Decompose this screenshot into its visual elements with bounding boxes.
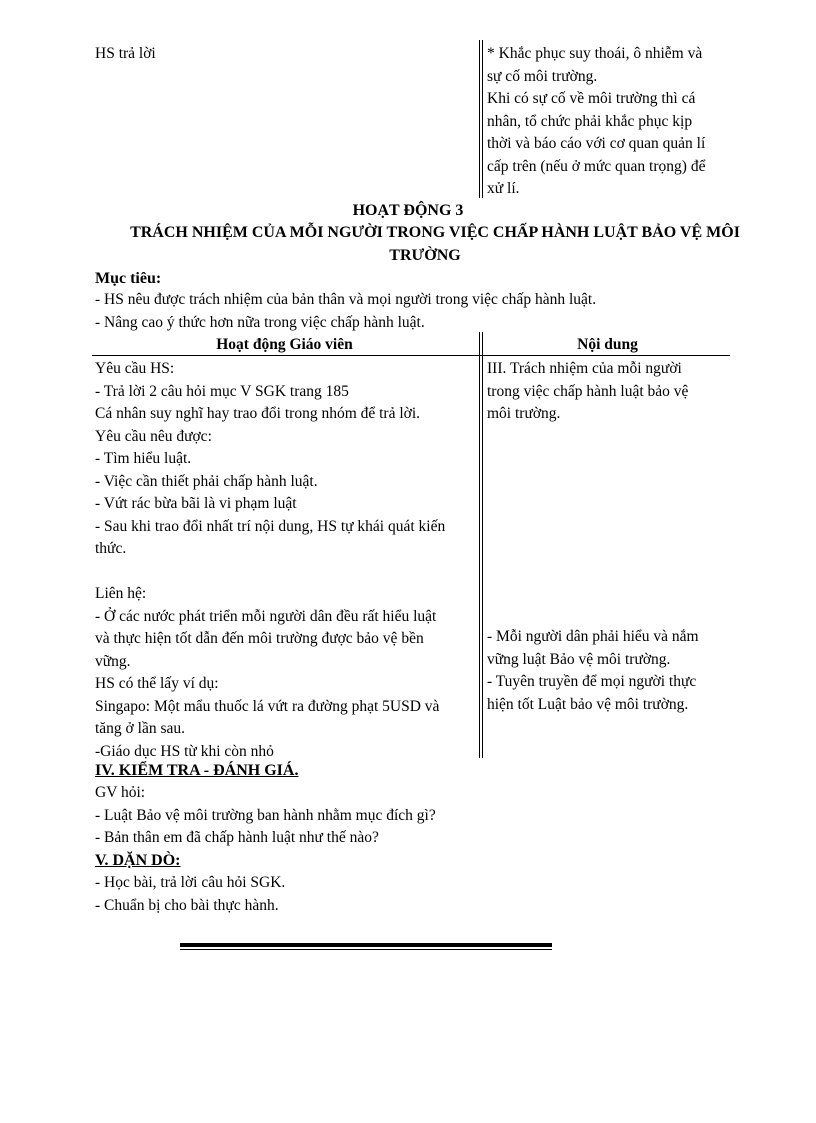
top-right-line: sự cố môi trường.	[487, 67, 598, 85]
activity-subtitle-line1: TRÁCH NHIỆM CỦA MỖI NGƯỜI TRONG VIỆC CHẤP HÀNH LUẬT BẢO VỆ MÔI	[130, 224, 740, 241]
closing-rule-thin	[180, 949, 552, 950]
teacher-activity-line: Liên hệ:	[95, 585, 147, 602]
objectives-label: Mục tiêu:	[95, 270, 162, 287]
top-right-line: xử lí.	[487, 180, 520, 197]
column-divider-top-2	[482, 40, 483, 198]
content-line: III. Trách nhiệm của mỗi người	[487, 360, 682, 377]
table-column-divider-1	[479, 332, 480, 758]
teacher-activity-line: Cá nhân suy nghĩ hay trao đổi trong nhóm để trả lời.	[95, 405, 421, 422]
content-line: - Mỗi người dân phải hiểu và nắm	[487, 628, 699, 645]
teacher-activity-line: và thực hiện tốt dẫn đến môi trường được bảo vệ bền	[95, 630, 424, 647]
teacher-activity-line: vững.	[95, 652, 131, 670]
column-divider-top-1	[479, 40, 480, 198]
table-header-teacher: Hoạt động Giáo viên	[216, 336, 353, 353]
teacher-activity-line: - Trả lời 2 câu hỏi mục V SGK trang 185	[95, 382, 349, 400]
teacher-activity-line: - Việc cần thiết phải chấp hành luật.	[95, 472, 318, 490]
activity-title: HOẠT ĐỘNG 3	[352, 202, 464, 219]
teacher-activity-line: tăng ở lần sau.	[95, 720, 185, 737]
teacher-activity-line: Yêu cầu HS:	[95, 360, 175, 377]
top-right-line: thời và báo cáo với cơ quan quản lí	[487, 135, 706, 152]
teacher-activity-spacer	[95, 561, 445, 584]
homework-line: - Chuẩn bị cho bài thực hành.	[95, 896, 279, 914]
content-line: hiện tốt Luật bảo vệ môi trường.	[487, 695, 689, 713]
top-right-line: cấp trên (nếu ở mức quan trọng) để	[487, 157, 706, 175]
objective-item: - Nâng cao ý thức hơn nữa trong việc chấp hành luật.	[95, 314, 425, 331]
closing-rule-thick	[180, 943, 552, 947]
top-right-content	[487, 43, 705, 201]
teacher-activity-line: HS có thể lấy ví dụ:	[95, 675, 219, 692]
teacher-activity-line: Yêu cầu nêu được:	[95, 427, 212, 445]
assessment-line: GV hỏi:	[95, 784, 146, 801]
activity-subtitle-line2: TRƯỜNG	[389, 247, 461, 264]
teacher-activity-line: - Sau khi trao đổi nhất trí nội dung, HS tự khái quát kiến	[95, 517, 446, 535]
teacher-activity-line: Singapo: Một mẩu thuốc lá vứt ra đường phạt 5USD và	[95, 697, 440, 715]
assessment-line: - Luật Bảo vệ môi trường ban hành nhằm mục đích gì?	[95, 806, 436, 824]
top-right-line: Khi có sự cố về môi trường thì cá	[487, 90, 696, 107]
assessment-line: - Bản thân em đã chấp hành luật như thế nào?	[95, 829, 379, 846]
table-header-content: Nội dung	[577, 336, 638, 353]
content-column-block1	[487, 358, 688, 426]
teacher-activity-line: - Vứt rác bừa bãi là vi phạm luật	[95, 495, 297, 512]
teacher-activity-line: - Ở các nước phát triển mỗi người dân đều rất hiểu luật	[95, 607, 437, 625]
content-line: vững luật Bảo vệ môi trường.	[487, 650, 671, 668]
content-line: môi trường.	[487, 405, 561, 422]
teacher-activity-line: thức.	[95, 540, 127, 557]
homework-title: V. DẶN DÒ:	[95, 852, 181, 869]
homework-line: - Học bài, trả lời câu hỏi SGK.	[95, 874, 286, 891]
assessment-content	[95, 782, 436, 850]
teacher-activity-line: - Tìm hiểu luật.	[95, 450, 192, 467]
top-right-line: nhân, tổ chức phải khắc phục kịp	[487, 112, 693, 130]
table-column-divider-2	[482, 332, 483, 758]
content-line: trong việc chấp hành luật bảo vệ	[487, 382, 689, 400]
top-left-answer: HS trả lời	[95, 45, 156, 62]
content-line: - Tuyên truyền để mọi người thực	[487, 673, 697, 690]
homework-content	[95, 872, 285, 917]
objective-item: - HS nêu được trách nhiệm của bản thân và mọi người trong việc chấp hành luật.	[95, 291, 597, 308]
teacher-activity-column	[95, 358, 445, 763]
top-right-line: * Khắc phục suy thoái, ô nhiễm và	[487, 45, 703, 62]
assessment-title: IV. KIỂM TRA - ĐÁNH GIÁ.	[95, 762, 299, 779]
content-column-block2	[487, 626, 699, 716]
teacher-activity-line: -Giáo dục HS từ khi còn nhỏ	[95, 742, 274, 760]
